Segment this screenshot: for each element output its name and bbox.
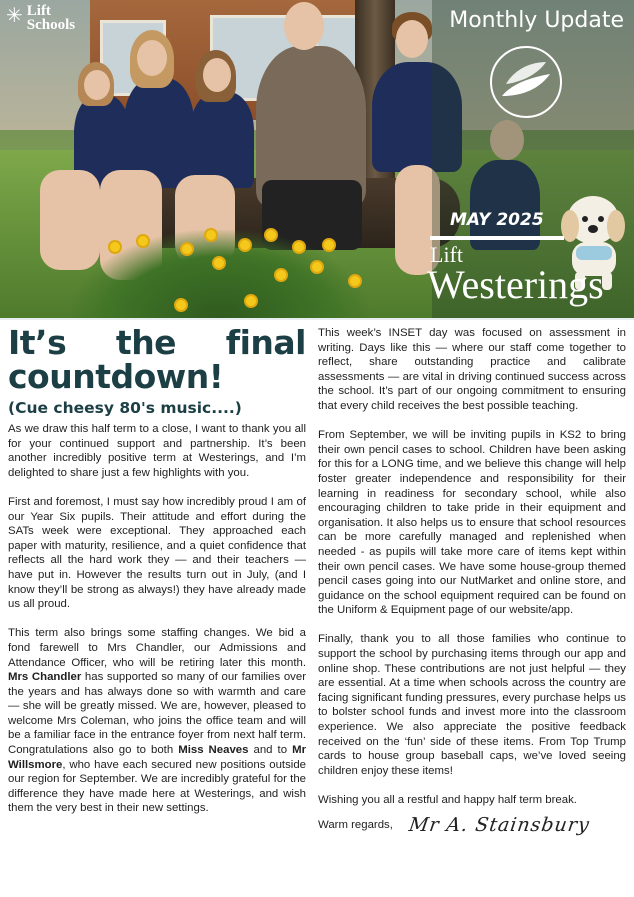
pupil-head [84, 70, 110, 100]
lift-schools-logo [6, 4, 75, 32]
article-headline: It’s the final countdown! [8, 323, 306, 396]
daffodil [324, 240, 334, 250]
staff-name: Mr Willsmore [8, 744, 307, 771]
daffodil [350, 276, 360, 286]
newsletter-title: Monthly Update [449, 8, 624, 33]
year-six-paragraph: First and foremost, I must say how incredibly proud I am of our Year Six pupils. Their attitude and effort during the SATs week were exceptional. They approached each paper with maturity, resilience, and a quiet confidence that reflects all the hard work they — and their teachers — have put in. However the results turn out in July, (and I know they’ll be strong as always!) they have already made us all proud. [8, 495, 306, 611]
school-name: Westerings [427, 262, 604, 307]
inset-day-paragraph: This week’s INSET day was focused on assessment in writing. Days like this — where our staff come together to reflect, share outstanding practice and calibrate assessments — are vital in driving continued success across the school. It’s part of our ongoing commitment to ensuring that every child receives the best possible teaching. [318, 327, 626, 412]
daffodil [176, 300, 186, 310]
staffing-text: This term also brings some staffing changes. We bid a fond farewell to Mrs Chandler, our Admissions and Attendance Officer, who will be retiring later this month. [8, 627, 306, 669]
daffodil [246, 296, 256, 306]
staff-name: Miss Neaves [178, 744, 249, 757]
star-logo-icon: ✳ [6, 5, 23, 27]
school-name-prefix: Lift [430, 242, 463, 267]
staffing-paragraph [8, 626, 306, 816]
pencil-case-paragraph: From September, we will be inviting pupils in KS2 to bring their own pencil cases to school. Children have been asking for this for a LONG time, and we believe this change will help foster greater independence and responsibility for their learning in readiness for secondary school, while also encouraging children to take pride in their equipment and organisation. It also helps us to ensure that school resources can be more carefully managed and replenished when needed - as pupils will take more care of items kept within their own pencil cases. We have some house-group themed pencil cases going into our NutMarket and online store, and guidance on the school equipment required can be found on the Uniform & Equipment page of our website/app. [318, 429, 626, 617]
half-term-wishes: Wishing you all a restful and happy half term break. [318, 794, 577, 806]
staff-name: Mrs Chandler [8, 671, 82, 684]
daffodil [138, 236, 148, 246]
pupil-head [137, 40, 167, 76]
logo-wordmark [27, 4, 75, 32]
logo-line-2: Schools [26, 17, 76, 33]
staffing-text: has supported so many of our families over the years and has always done so with warmth and care — she will be greatly missed. We are, however, pleased to welcome Mrs Coleman, who joins the office team and will be a familiar face in the entrance foyer from next half term. Congratulations also go to both [8, 671, 306, 757]
leaf-emblem-icon [488, 44, 564, 120]
header-divider [0, 318, 634, 320]
staffing-text: and to [248, 744, 293, 757]
left-column [8, 323, 307, 831]
daffodil [276, 270, 286, 280]
article-subheadline: (Cue cheesy 80's music....) [8, 399, 242, 417]
daffodil [110, 242, 120, 252]
thank-you-paragraph: Finally, thank you to all those families who continue to support the school by purchasing items through our app and online shop. These contributions are not just helpful — they are essential. At a time when schools across the country are facing significant funding pressures, every purchase helps us to bolster school funds and invest more into the classroom experience. We also appreciate the positive feedback received on the ‘fun’ side of these items. From Top Trump cards to house group baseball caps, we’ve loved seeing children enjoy these items! [318, 633, 626, 777]
right-column [318, 326, 626, 837]
sign-off [318, 814, 626, 837]
logo-line-1: Lift [26, 3, 51, 19]
daffodil [312, 262, 322, 272]
daffodil [182, 244, 192, 254]
pupil-figure [190, 92, 254, 188]
signature: Mr A. Stainsbury [407, 814, 592, 837]
staffing-text: , who have each secured new positions outside our region for September. We are incredibly grateful for the difference they have made here at Westerings, and wish them the very best in their new settings. [8, 758, 306, 815]
daffodil [240, 240, 250, 250]
pupil-head [396, 20, 428, 58]
closing-text: Warm regards, [318, 819, 393, 832]
daffodil [266, 230, 276, 240]
pupil-head [203, 58, 231, 92]
daffodil [214, 258, 224, 268]
daffodil [206, 230, 216, 240]
daffodil [294, 242, 304, 252]
issue-month: MAY 2025 [450, 210, 544, 230]
month-divider [430, 236, 564, 240]
intro-paragraph: As we draw this half term to a close, I want to thank you all for your continued support and partnership. It’s been another incredibly positive term at Westerings, and I’m delighted to share just a few highlights with you. [8, 423, 306, 479]
teacher-head [284, 2, 324, 50]
